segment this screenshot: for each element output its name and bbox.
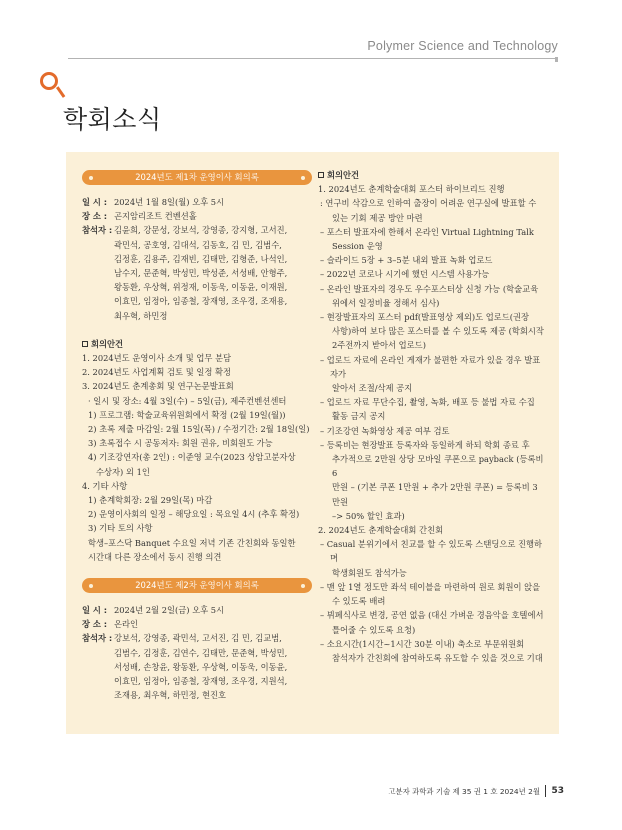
agenda-line: – 기조강연 녹화영상 제공 여부 검토 xyxy=(320,425,450,436)
agenda-line: – 업로드 자료에 온라인 게재가 불편한 자료가 있을 경우 발표자가 xyxy=(320,354,541,379)
meeting1-date-row xyxy=(82,195,312,209)
pin-icon-tail xyxy=(56,86,65,98)
agenda-line: – 소요시간(1시간~1시간 30분 이내) 축소로 부문위원회 xyxy=(320,638,525,649)
meeting2-attendees-row xyxy=(82,631,312,702)
agenda-line: 4. 기타 사항 xyxy=(82,480,128,491)
agenda-line: 2) 운영이사회의 일정 – 해당요일 : 목요일 4시 (추후 확정) xyxy=(88,509,300,520)
agenda-line: 틀어줄 수 있도록 요청) xyxy=(332,624,416,635)
meeting2-place-row xyxy=(82,617,312,631)
agenda-line: 있는 기회 제공 방안 마련 xyxy=(332,212,423,223)
agenda-line: 1) 프로그램: 학술교육위원회에서 확정 (2월 19일(월)) xyxy=(88,409,286,420)
content-panel xyxy=(66,152,559,734)
agenda-line: 1) 춘계학회장: 2월 29일(목) 마감 xyxy=(88,495,213,506)
attendees-label: 참석자 : xyxy=(82,225,113,236)
meeting1-agenda-heading: 회의안건 xyxy=(82,337,312,351)
meeting1-title-badge xyxy=(82,170,312,185)
agenda-line: 알아서 조절/삭제 공지 xyxy=(332,383,413,394)
agenda-line: –> 50% 할인 효과) xyxy=(332,510,405,521)
agenda-line: 3) 기타 토의 사항 xyxy=(88,523,153,534)
section-title: 학회소식 xyxy=(63,105,162,134)
meeting2-attendees xyxy=(114,631,312,702)
agenda-line: – 온라인 발표자의 경우도 우수포스터상 신청 가능 (학술교육 xyxy=(320,283,539,294)
meeting1-place: 곤지암리조트 컨벤션홀 xyxy=(114,211,197,222)
agenda-line: 2. 2024년도 춘계학술대회 간친회 xyxy=(318,525,444,536)
header-rule-end xyxy=(555,57,558,62)
agenda-line: 3) 초록접수 시 공동저자: 회원 권유, 비회원도 가능 xyxy=(88,438,273,449)
agenda-line: 위에서 일정비율 정해서 심사) xyxy=(332,297,440,308)
agenda-line: 3. 2024년도 춘계총회 및 연구논문발표회 xyxy=(82,381,234,392)
meeting2-agenda xyxy=(318,182,544,665)
agenda-line: – 업로드 자료 무단수집, 촬영, 녹화, 배포 등 불법 자료 수집 xyxy=(320,397,535,408)
agenda-line: 2. 2024년도 사업계획 검토 및 일정 확정 xyxy=(82,367,232,378)
attendee-line: 이효민, 임정아, 임종철, 장재영, 조우경, 지원석, xyxy=(114,676,288,687)
attendee-line: 김범수, 김정훈, 김연수, 김태만, 문준혁, 박성민, xyxy=(114,647,288,658)
attendee-line: 이효민, 임정아, 임종철, 장재영, 조우경, 조재용, xyxy=(114,296,288,307)
agenda-line: 4) 기조강연자(총 2인) : 이준영 교수(2023 상암고분자상 xyxy=(88,452,296,463)
meeting2-place: 온라인 xyxy=(114,619,139,630)
agenda-line: 2) 초록 제출 마감일: 2월 15일(목) / 수정기간: 2월 18일(일) xyxy=(88,424,310,435)
attendee-line: 강보석, 강영종, 곽민석, 고서진, 김 민, 김교범, xyxy=(114,633,282,644)
page-footer xyxy=(388,785,564,797)
agenda-line: 사항)하여 보다 많은 포스터를 볼 수 있도록 제공 (학회시작 xyxy=(332,326,544,337)
agenda-line: 학생–포스닥 Banquet 수요일 저녁 기존 간친회와 동일한 xyxy=(88,537,296,548)
meeting1-attendees xyxy=(114,223,312,322)
bullet-dot-icon xyxy=(301,176,305,180)
agenda-line: – 포스터 발표자에 한해서 온라인 Virtual Lightning Talk xyxy=(320,226,534,237)
attendee-line: 최우혁, 하민정 xyxy=(114,310,168,321)
meeting1-title: 2024년도 제1차 운영이사 회의록 xyxy=(135,172,259,182)
left-column xyxy=(82,168,312,703)
attendee-line: 서성배, 손창윤, 왕동환, 우상혁, 이동욱, 이동윤, xyxy=(114,661,288,672)
meeting2-date: 2024년 2월 2일(금) 오후 5시 xyxy=(114,605,225,616)
agenda-line: 학생회원도 참석가능 xyxy=(332,567,407,578)
meeting1-agenda xyxy=(82,351,312,564)
agenda-line: : 연구비 삭감으로 인하여 출장이 어려운 연구실에 발표할 수 xyxy=(320,198,537,209)
agenda-line: 수상자) 외 1인 xyxy=(96,466,150,477)
agenda-line: Session 운영 xyxy=(332,241,383,252)
bullet-dot-icon xyxy=(89,176,93,180)
footer-citation: 고분자 과학과 기술 제 35 권 1 호 2024년 2월 xyxy=(388,786,540,796)
bullet-dot-icon xyxy=(301,584,305,588)
agenda-line: 추가적으로 2만원 상당 모바일 쿠폰으로 payback (등록비 6 xyxy=(332,454,544,479)
attendee-line: 왕동환, 우상혁, 위정재, 이동욱, 이동윤, 이재원, xyxy=(114,282,288,293)
agenda-line: – 맨 앞 1열 정도만 좌석 테이블을 마련하여 원로 회원이 앉을 xyxy=(320,581,541,592)
meeting2-title: 2024년도 제2차 운영이사 회의록 xyxy=(135,580,259,591)
agenda-line: – Casual 분위기에서 친교를 할 수 있도록 스탠딩으로 진행하며 xyxy=(320,539,543,564)
agenda-line: · 일시 및 장소: 4월 3일(수) – 5일(금), 제주컨벤션센터 xyxy=(88,395,287,406)
agenda-line: 수 있도록 배려 xyxy=(332,596,386,607)
attendee-line: 남수지, 문준혁, 박성민, 박성준, 서성배, 안형주, xyxy=(114,268,288,279)
agenda-line: – 뷔페식사로 변경, 공연 없음 (대신 가벼운 경음악을 호텔에서 xyxy=(320,610,544,621)
agenda-line: – 등록비는 현장발표 등록자와 동일하게 하되 학회 종료 후 xyxy=(320,439,530,450)
place-label: 장 소 : xyxy=(82,619,108,630)
journal-title: Polymer Science and Technology xyxy=(367,39,558,53)
meeting2-title-badge xyxy=(82,578,312,593)
agenda-line: 활동 금지 공지 xyxy=(332,411,386,422)
date-label: 일 시 : xyxy=(82,605,108,616)
meeting1-place-row xyxy=(82,209,312,223)
meeting1-attendees-row xyxy=(82,223,312,322)
attendee-line: 김윤희, 강문성, 강보석, 강영종, 강지형, 고서진, xyxy=(114,225,288,236)
agenda-line: 만원 – (기본 쿠폰 1만원 + 추가 2만원 쿠폰) = 등록비 3만원 xyxy=(332,482,538,507)
meeting1-date: 2024년 1월 8일(월) 오후 5시 xyxy=(114,197,225,207)
header-rule xyxy=(68,58,558,59)
agenda-line: – 현장발표자의 포스터 pdf(발표영상 제외)도 업로드(권장 xyxy=(320,312,530,323)
meeting2-date-row xyxy=(82,603,312,617)
footer-divider xyxy=(545,785,547,797)
agenda-line: 시간대 다른 장소에서 동시 진행 의견 xyxy=(88,551,222,562)
agenda-line: – 2022년 코로나 시기에 했던 시스템 사용가능 xyxy=(320,269,490,280)
agenda-line: – 슬라이드 5장 + 3–5분 내외 발표 녹화 업로드 xyxy=(320,255,493,266)
agenda-line: 참석자가 간친회에 참여하도록 유도할 수 있을 것으로 기대 xyxy=(332,652,543,663)
meeting2-agenda-heading: 회의안건 xyxy=(318,168,544,182)
date-label: 일 시 : xyxy=(82,197,108,207)
right-column xyxy=(318,168,544,665)
square-bullet-icon xyxy=(82,341,88,347)
place-label: 장 소 : xyxy=(82,211,108,222)
bullet-dot-icon xyxy=(89,584,93,588)
attendee-line: 김정훈, 김용주, 김재빈, 김태만, 김형준, 나석인, xyxy=(114,253,288,264)
attendees-label: 참석자 : xyxy=(82,633,113,644)
agenda-line: 1. 2024년도 춘계학술대회 포스터 하이브리드 진행 xyxy=(318,184,505,195)
attendee-line: 곽민석, 공호영, 김대석, 김동호, 김 민, 김범수, xyxy=(114,239,282,250)
agenda-line: 1. 2024년도 운영이사 소개 및 업무 분담 xyxy=(82,353,232,364)
page-number: 53 xyxy=(551,786,564,796)
agenda-line: 2주전까지 받아서 업로드) xyxy=(332,340,426,351)
square-bullet-icon xyxy=(318,172,324,178)
attendee-line: 조재용, 최우혁, 하민정, 현진호 xyxy=(114,690,227,701)
